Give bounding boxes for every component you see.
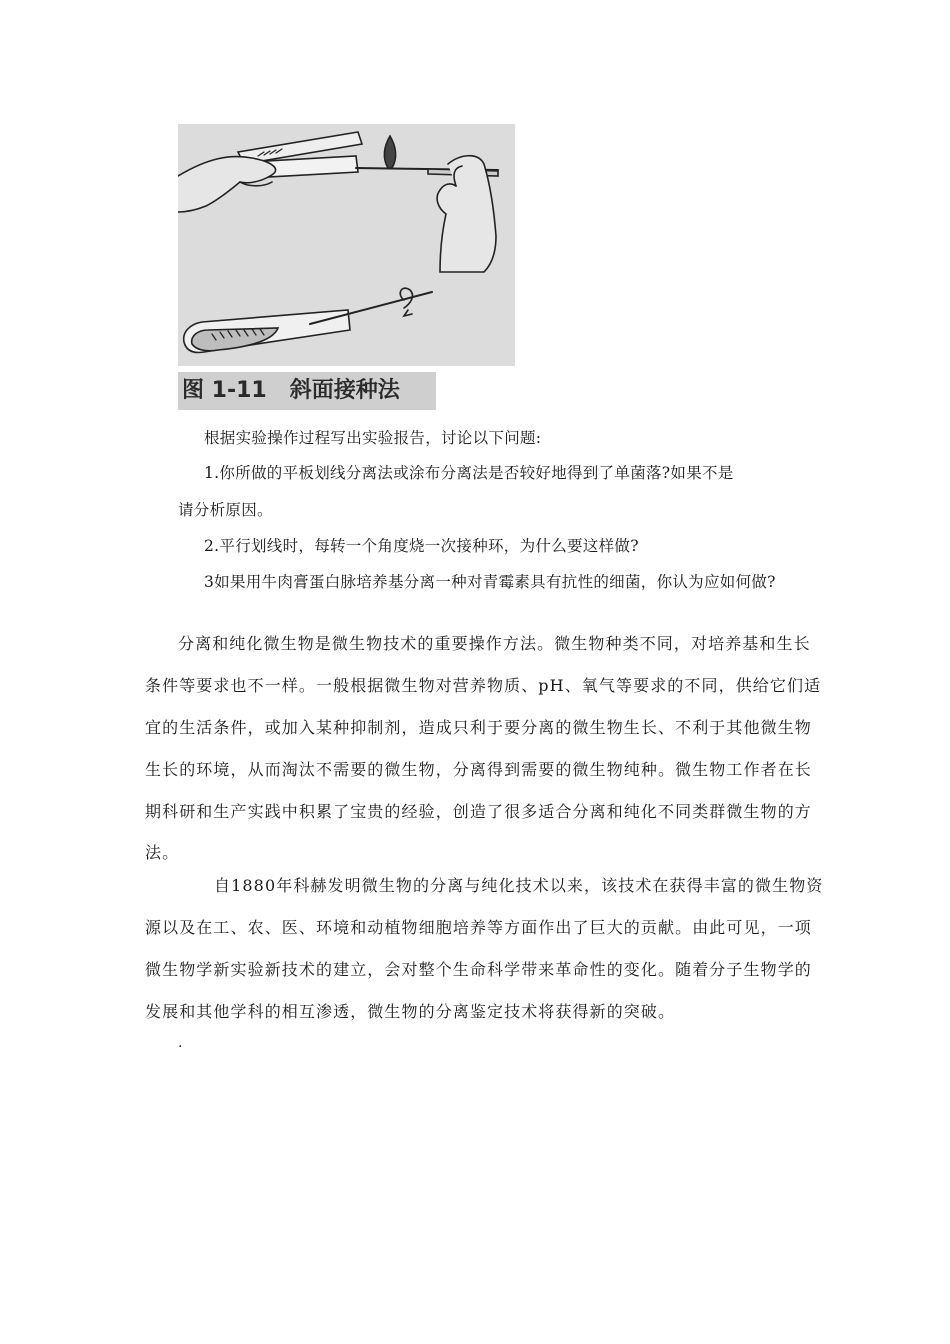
slant-inoculation-illustration: [178, 124, 515, 366]
paragraph-1-line: 期科研和生产实践中积累了宝贵的经验，创造了很多适合分离和纯化不同类群微生物的方: [145, 802, 812, 821]
question-3: 3如果用牛肉膏蛋白脉培养基分离一种对青霉素具有抗性的细菌，你认为应如何做?: [204, 573, 776, 591]
paragraph-1-line: 条件等要求也不一样。一般根据微生物对营养物质、pH、氧气等要求的不同，供给它们适: [145, 676, 822, 695]
paragraph-1-line: 分离和纯化微生物是微生物技术的重要操作方法。微生物种类不同，对培养基和生长: [178, 634, 811, 653]
questions-intro: 根据实验操作过程写出实验报告，讨论以下问题:: [204, 429, 542, 447]
paragraph-2-line: 自1880年科赫发明微生物的分离与纯化技术以来，该技术在获得丰富的微生物资: [214, 876, 824, 895]
paragraph-2-line: 微生物学新实验新技术的建立，会对整个生命科学带来革命性的变化。随着分子生物学的: [145, 960, 812, 979]
paragraph-2-line: 源以及在工、农、医、环境和动植物细胞培养等方面作出了巨大的贡献。由此可见，一项: [145, 918, 812, 937]
paragraph-1-line: 法。: [145, 843, 180, 862]
slant-inoculation-figure: [178, 124, 515, 366]
paragraph-1-line: 宜的生活条件，或加入某种抑制剂，造成只利于要分离的微生物生长、不利于其他微生物: [145, 718, 812, 737]
trailing-period: .: [178, 1035, 183, 1051]
paragraph-2-line: 发展和其他学科的相互渗透，微生物的分离鉴定技术将获得新的突破。: [145, 1002, 676, 1021]
figure-caption: 图 1-11 斜面接种法: [178, 372, 436, 410]
question-2: 2.平行划线时，每转一个角度烧一次接种环，为什么要这样做?: [204, 537, 639, 555]
question-1-line-2: 请分析原因。: [178, 501, 273, 519]
question-1-line-1: 1.你所做的平板划线分离法或涂布分离法是否较好地得到了单菌落?如果不是: [204, 464, 734, 482]
paragraph-1-line: 生长的环境，从而淘汰不需要的微生物，分离得到需要的微生物纯种。微生物工作者在长: [145, 760, 812, 779]
